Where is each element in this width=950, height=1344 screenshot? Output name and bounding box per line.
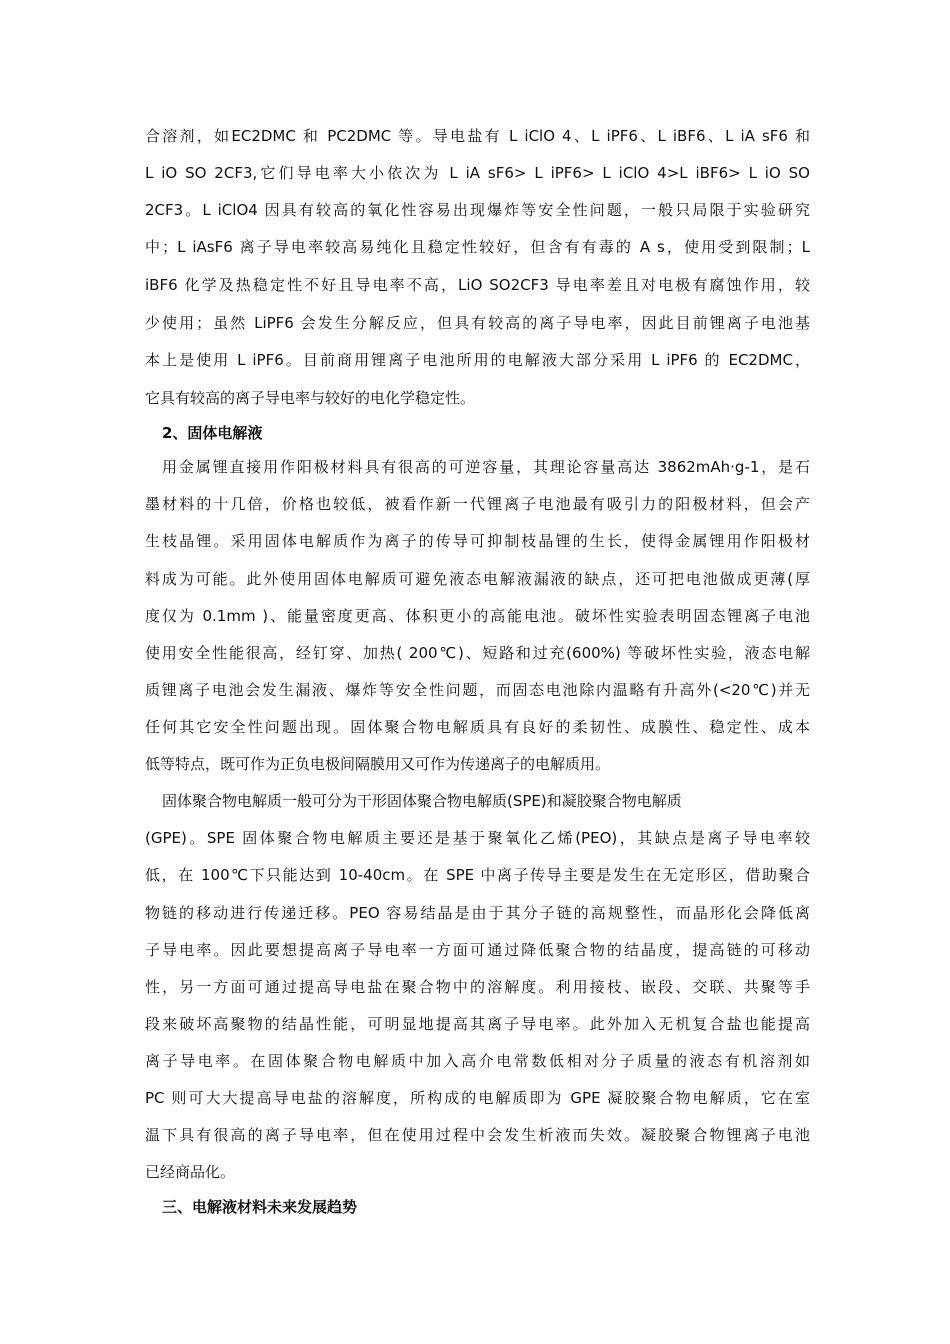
body-text-line: 离子导电率。在固体聚合物电解质中加入高介电常数低相对分子质量的液态有机溶剂如 (145, 1052, 810, 1070)
body-text-line: 中；L iAsF6 离子导电率较高易纯化且稳定性较好，但含有有毒的 A s，使用受到限制；L (145, 238, 810, 256)
section-heading: 2、固体电解液 (162, 424, 263, 442)
body-text-line: 性，另一方面可通过提高导电盐在聚合物中的溶解度。利用接枝、嵌段、交联、共聚等手 (145, 978, 810, 996)
body-text-line: PC 则可大大提高导电盐的溶解度，所构成的电解质即为 GPE 凝胶聚合物电解质，它在室 (145, 1089, 810, 1107)
body-text-line: 段来破坏高聚物的结晶性能，可明显地提高其离子导电率。此外加入无机复合盐也能提高 (145, 1015, 810, 1033)
body-text-line: 度仅为 0.1mm )、能量密度更高、体积更小的高能电池。破坏性实验表明固态锂离子电池 (145, 607, 810, 625)
body-text-line: 物链的移动进行传递迁移。PEO 容易结晶是由于其分子链的高规整性，而晶形化会降低离 (145, 904, 810, 922)
section-heading: 三、电解液材料未来发展趋势 (162, 1198, 358, 1216)
body-text-line: 已经商品化。 (145, 1163, 236, 1181)
body-text-line: 生枝晶锂。采用固体电解质作为离子的传导可抑制枝晶锂的生长，使得金属锂用作阳极材 (145, 532, 810, 550)
body-text-line: 温下具有很高的离子导电率，但在使用过程中会发生析液而失效。凝胶聚合物锂离子电池 (145, 1126, 810, 1144)
body-text-line: 任何其它安全性问题出现。固体聚合物电解质具有良好的柔韧性、成膜性、稳定性、成本 (145, 718, 810, 736)
body-text-line: 本上是使用 L iPF6。目前商用锂离子电池所用的电解液大部分采用 L iPF6 的 EC2DMC， (145, 351, 810, 369)
body-text-line: 2CF3。L iClO4 因具有较高的氧化性容易出现爆炸等安全性问题，一般只局限于实验研究 (145, 201, 810, 219)
body-text-line: 低等特点，既可作为正负电极间隔膜用又可作为传递离子的电解质用。 (145, 755, 611, 773)
body-text-line: iBF6 化学及热稳定性不好且导电率不高，LiO SO2CF3 导电率差且对电极有腐蚀作用，较 (145, 276, 810, 294)
body-text-line: (GPE)。SPE 固体聚合物电解质主要还是基于聚氧化乙烯(PEO)，其缺点是离子导电率较 (145, 829, 810, 847)
body-text-line: L iO SO 2CF3,它们导电率大小依次为 L iA sF6> L iPF6> L iClO 4>L iBF6> L iO SO (145, 164, 810, 182)
body-text-line: 少使用；虽然 LiPF6 会发生分解反应，但具有较高的离子导电率，因此目前锂离子电池基 (145, 314, 810, 332)
body-text-line: 它具有较高的离子导电率与较好的电化学稳定性。 (145, 389, 476, 407)
body-text-line: 固体聚合物电解质一般可分为干形固体聚合物电解质(SPE)和凝胶聚合物电解质 (162, 792, 682, 810)
body-text-line: 子导电率。因此要想提高离子导电率一方面可通过降低聚合物的结晶度，提高链的可移动 (145, 941, 810, 959)
body-text-line: 低，在 100℃下只能达到 10-40cm。在 SPE 中离子传导主要是发生在无定形区，借助聚合 (145, 866, 810, 884)
body-text-line: 用金属锂直接用作阳极材料具有很高的可逆容量，其理论容量高达 3862mAh·g-1，是石 (162, 458, 810, 476)
body-text-line: 料成为可能。此外使用固体电解质可避免液态电解液漏液的缺点，还可把电池做成更薄(厚 (145, 570, 810, 588)
body-text-line: 合溶剂，如EC2DMC 和 PC2DMC 等。导电盐有 L iClO 4、L iPF6、L iBF6、L iA sF6 和 (145, 127, 810, 145)
body-text-line: 质锂离子电池会发生漏液、爆炸等安全性问题，而固态电池除内温略有升高外(<20℃)并无 (145, 681, 810, 699)
body-text-line: 使用安全性能很高，经钉穿、加热( 200℃)、短路和过充(600%) 等破坏性实验，液态电解 (145, 644, 810, 662)
body-text-line: 墨材料的十几倍，价格也较低，被看作新一代锂离子电池最有吸引力的阳极材料，但会产 (145, 495, 810, 513)
